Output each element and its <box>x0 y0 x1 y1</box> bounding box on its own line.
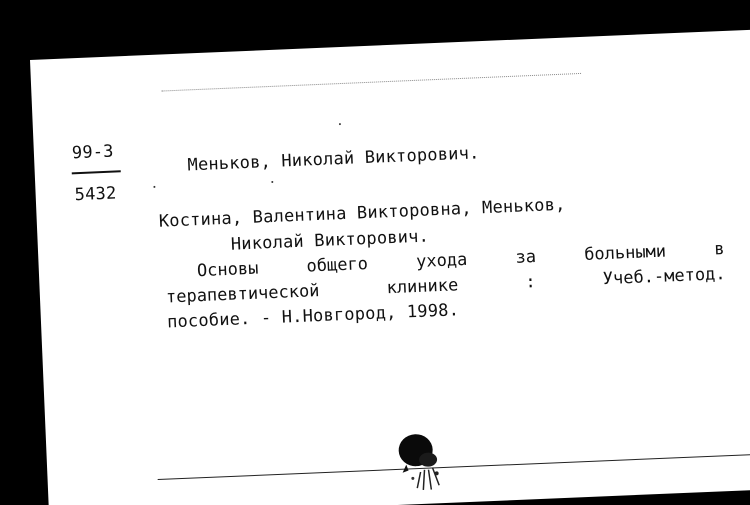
title-word: Учеб.-метод. <box>602 264 726 290</box>
scan-speck <box>339 123 341 125</box>
call-number-divider <box>72 170 121 174</box>
card-heading-author: Меньков, Николай Викторович. <box>187 143 480 176</box>
ink-blot-stamp-icon <box>391 425 454 497</box>
title-word: больными <box>583 241 667 265</box>
scan-speck <box>153 186 155 188</box>
title-word: Основы <box>196 258 259 282</box>
catalog-card <box>30 28 750 505</box>
title-word: ухода <box>415 249 468 272</box>
title-word: в <box>713 239 725 260</box>
title-word: общего <box>306 254 369 277</box>
title-word: : <box>524 272 537 293</box>
scan-noise-line <box>161 73 581 93</box>
authors-line-1: Костина, Валентина Викторовна, Меньков, <box>158 194 566 232</box>
call-number-bottom: 5432 <box>74 183 117 206</box>
call-number-top: 99-3 <box>71 141 115 164</box>
title-word: за <box>515 246 537 268</box>
authors-line-2: Николай Викторович. <box>230 226 430 255</box>
scan-speck <box>271 181 273 183</box>
card-bottom-rule <box>158 452 750 480</box>
publication-line: пособие. - Н.Новгород, 1998. <box>166 300 460 333</box>
title-word: клинике <box>386 275 459 299</box>
title-word: терапевтической <box>165 281 320 308</box>
